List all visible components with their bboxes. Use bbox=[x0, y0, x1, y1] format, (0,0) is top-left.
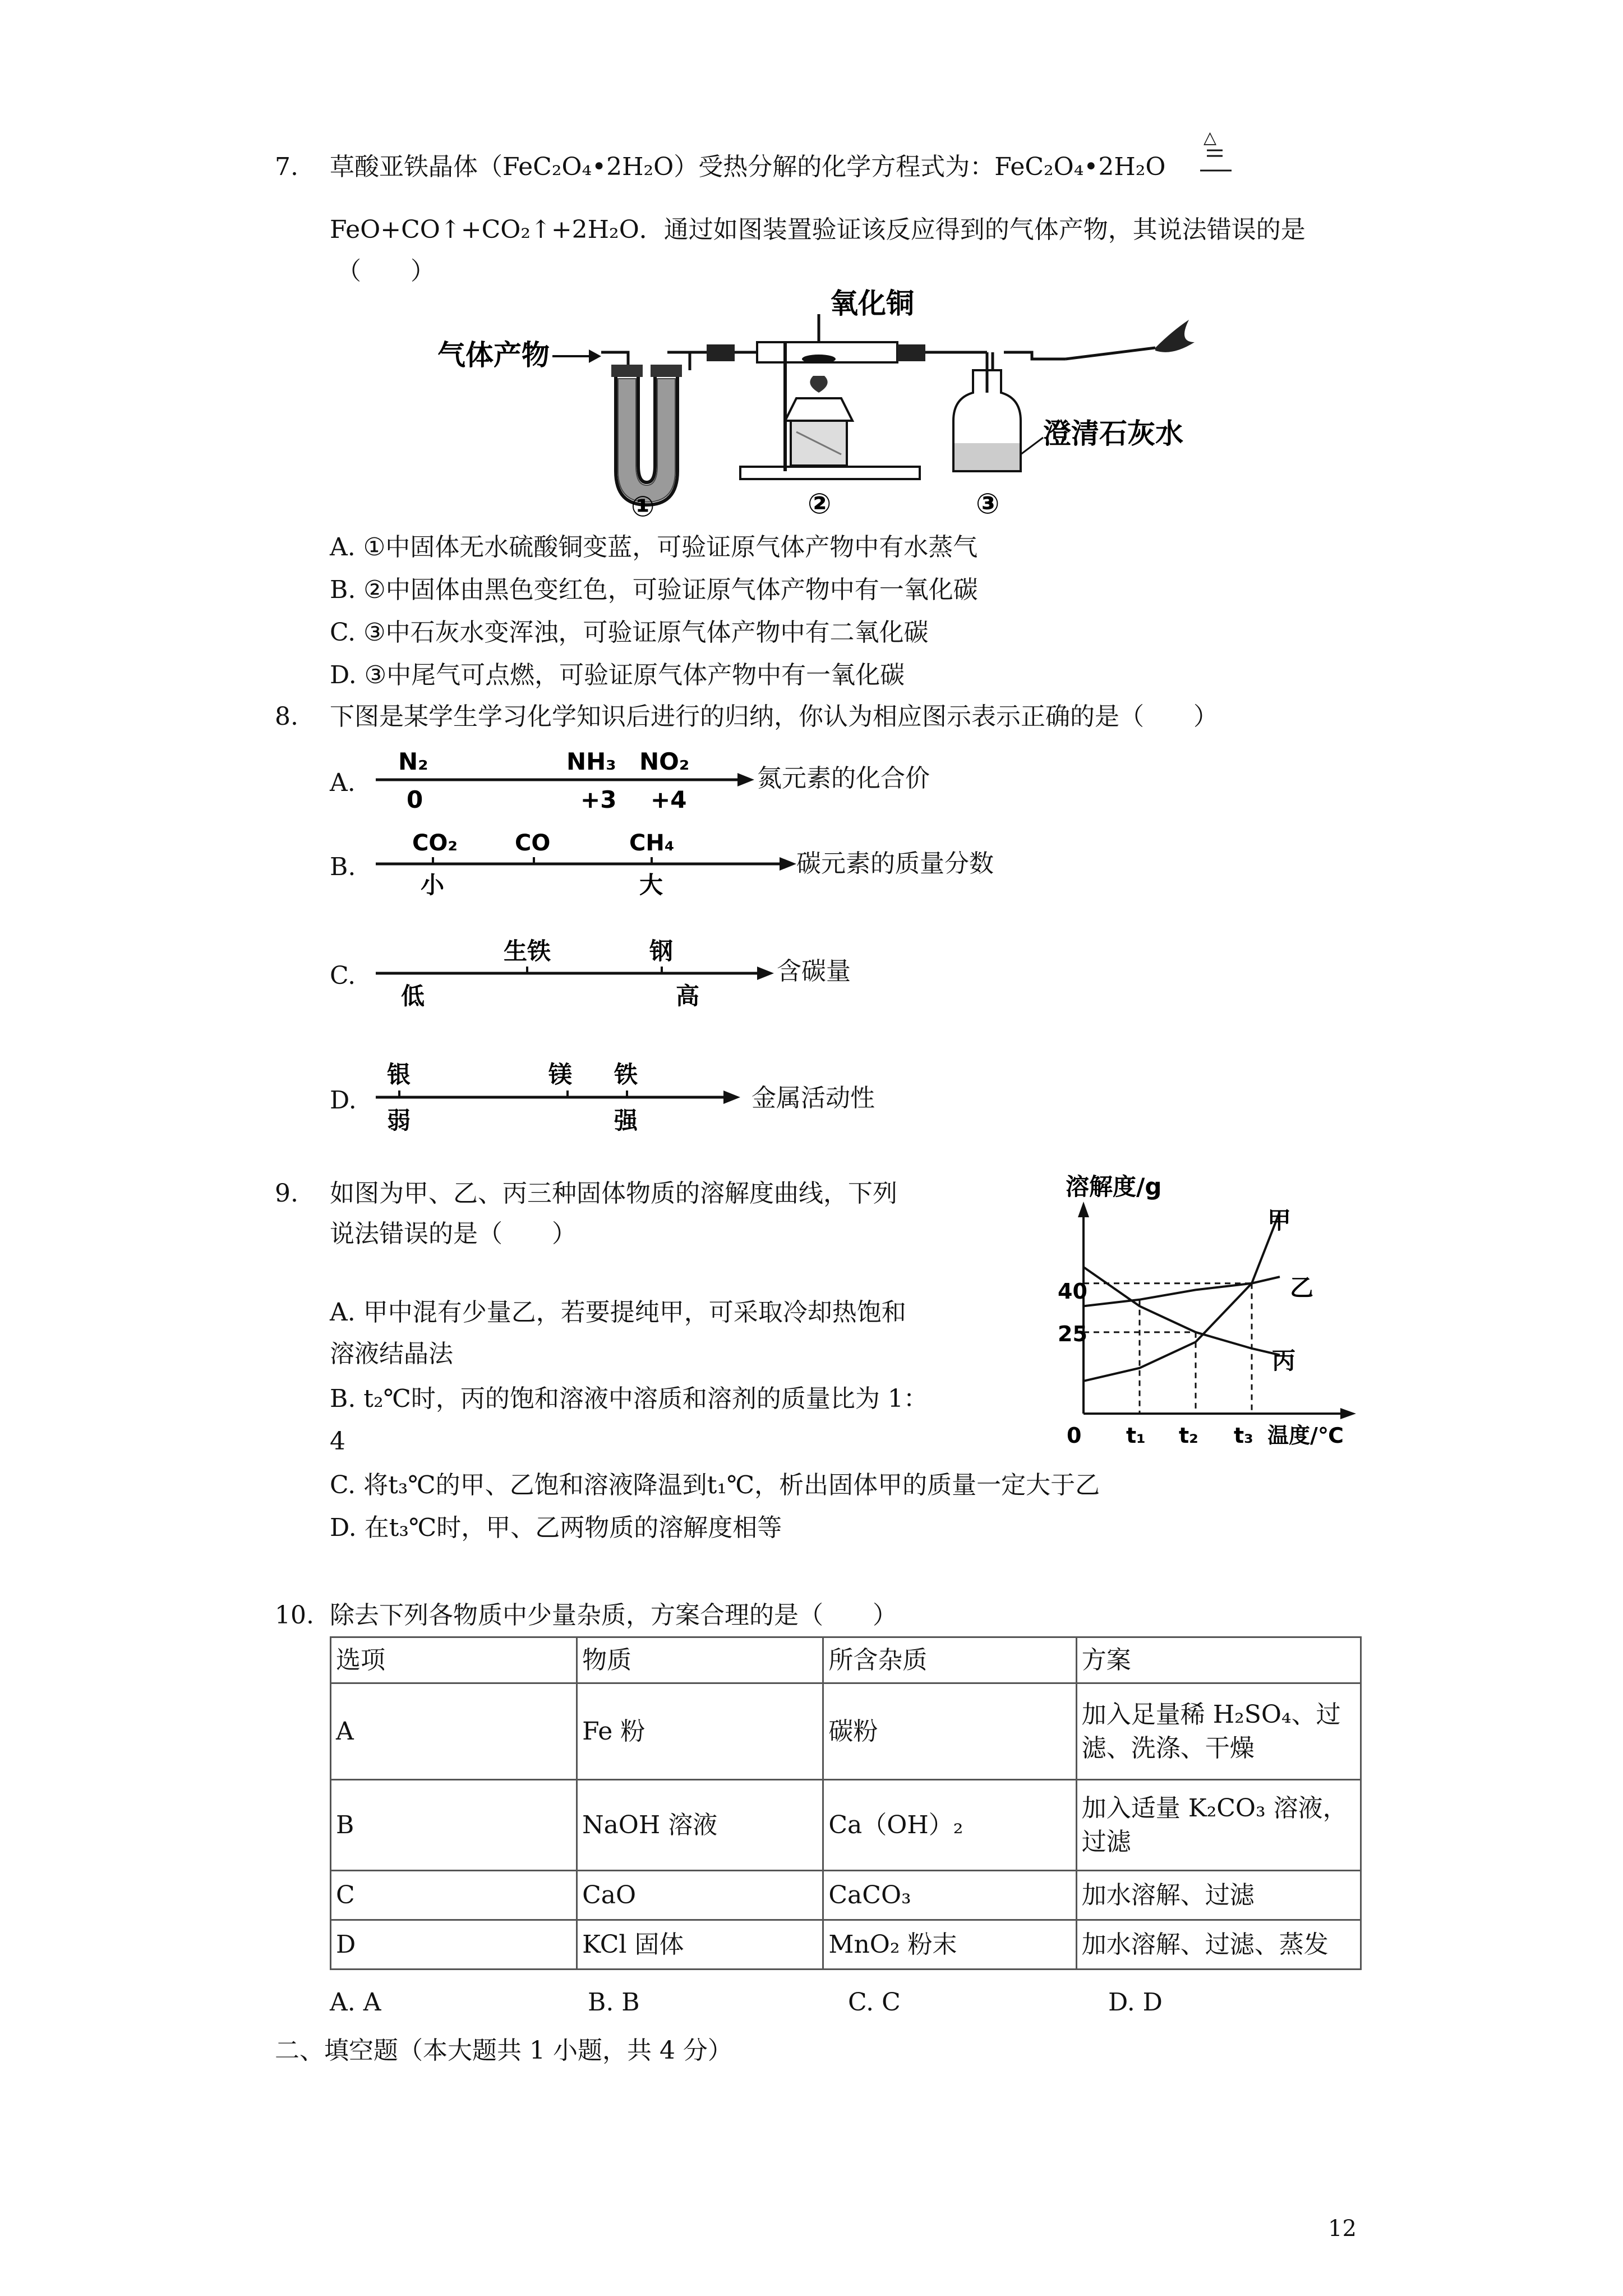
axis-label: NH₃ bbox=[566, 748, 616, 775]
table-cell: 加水溶解、过滤 bbox=[1076, 1871, 1361, 1920]
q8-stem: 下图是某学生学习化学知识后进行的归纳，你认为相应图示表示正确的是（ ） bbox=[330, 702, 1218, 731]
q10-option-d: D. D bbox=[1108, 1988, 1163, 2017]
axis-label: 强 bbox=[614, 1107, 638, 1134]
table-cell: MnO₂ 粉末 bbox=[823, 1920, 1076, 1970]
q9-number: 9. bbox=[275, 1179, 298, 1208]
y-tick-25: 25 bbox=[1058, 1322, 1087, 1346]
q9-stem-line2: 说法错误的是（ ） bbox=[330, 1220, 577, 1248]
q8-option-a-label: 氮元素的化合价 bbox=[757, 764, 930, 793]
cuo-label: 氧化铜 bbox=[830, 287, 914, 320]
q7-stem-line1: 草酸亚铁晶体（FeC₂O₄•2H₂O）受热分解的化学方程式为：FeC₂O₄•2H₂O bbox=[330, 153, 1166, 181]
axis-label: 弱 bbox=[387, 1107, 411, 1134]
axis-label: +3 bbox=[580, 786, 617, 813]
table-cell: 加入适量 K₂CO₃ 溶液，过滤 bbox=[1076, 1780, 1361, 1871]
series-line-0 bbox=[1083, 1212, 1280, 1381]
axis-label: 0 bbox=[407, 786, 423, 813]
series-line-2 bbox=[1083, 1267, 1280, 1355]
q8-option-c-label: 含碳量 bbox=[777, 957, 851, 986]
axis-label: CO bbox=[515, 830, 551, 856]
q10-number: 10. bbox=[275, 1601, 314, 1630]
q8-option-a-letter: A. bbox=[330, 769, 356, 797]
table-cell: CaO bbox=[577, 1871, 823, 1920]
series-line-1 bbox=[1083, 1277, 1280, 1306]
table-header-row bbox=[331, 1637, 1361, 1683]
table-row bbox=[331, 1920, 1361, 1970]
table-cell: Fe 粉 bbox=[577, 1683, 823, 1780]
q9-option-b-line2: 4 bbox=[330, 1427, 345, 1456]
series-label-yi: 乙 bbox=[1290, 1274, 1314, 1301]
q10-stem: 除去下列各物质中少量杂质，方案合理的是（ ） bbox=[330, 1601, 897, 1630]
q10-option-c: C. C bbox=[848, 1988, 901, 2017]
axis-label: 生铁 bbox=[504, 937, 551, 965]
solubility-chart bbox=[1032, 1167, 1368, 1458]
q8-option-b-letter: B. bbox=[330, 853, 356, 881]
table-header: 方案 bbox=[1076, 1637, 1361, 1683]
gas-product-label: 气体产物 bbox=[437, 339, 550, 371]
series-label-jia: 甲 bbox=[1267, 1207, 1292, 1234]
x-origin: 0 bbox=[1067, 1423, 1082, 1448]
table-cell: 加水溶解、过滤、蒸发 bbox=[1076, 1920, 1361, 1970]
q9-option-d: D. 在t₃℃时，甲、乙两物质的溶解度相等 bbox=[330, 1513, 782, 1542]
axis-label: 银 bbox=[387, 1061, 411, 1088]
q7-option-b: B. ②中固体由黑色变红色，可验证原气体产物中有一氧化碳 bbox=[330, 576, 978, 604]
u-tube bbox=[601, 352, 690, 505]
y-axis-arrow bbox=[1078, 1202, 1089, 1217]
page-number: 12 bbox=[1328, 2216, 1357, 2242]
label-1: ① bbox=[631, 490, 655, 522]
table-row bbox=[331, 1683, 1361, 1780]
q8-option-a-axis bbox=[370, 740, 763, 819]
q7-option-a: A. ①中固体无水硫酸铜变蓝，可验证原气体产物中有水蒸气 bbox=[330, 533, 978, 562]
x-tick-t3: t₃ bbox=[1234, 1423, 1253, 1448]
table-header: 选项 bbox=[331, 1637, 577, 1683]
section-heading: 二、填空题（本大题共 1 小题，共 4 分） bbox=[275, 2036, 732, 2065]
q7-apparatus-figure bbox=[426, 286, 1211, 522]
table-cell: CaCO₃ bbox=[823, 1871, 1076, 1920]
q10-table bbox=[330, 1636, 1362, 1970]
q8-option-d-letter: D. bbox=[330, 1086, 357, 1115]
axis-label: 低 bbox=[401, 982, 425, 1010]
axis-label: 钢 bbox=[649, 937, 674, 965]
table-cell: Ca（OH）₂ bbox=[823, 1780, 1076, 1871]
table-header: 物质 bbox=[577, 1637, 823, 1683]
q7-stem-line2: FeO+CO↑+CO₂↑+2H₂O．通过如图装置验证该反应得到的气体产物，其说法错误的是 bbox=[330, 215, 1306, 244]
q9-stem-line1: 如图为甲、乙、丙三种固体物质的溶解度曲线，下列 bbox=[330, 1179, 897, 1208]
axis-label: 大 bbox=[639, 871, 663, 899]
table-cell: D bbox=[331, 1920, 577, 1970]
axis-label: 铁 bbox=[614, 1061, 638, 1088]
y-tick-40: 40 bbox=[1058, 1279, 1087, 1304]
table-cell: KCl 固体 bbox=[577, 1920, 823, 1970]
q8-option-b-label: 碳元素的质量分数 bbox=[796, 849, 994, 878]
limewater-label: 澄清石灰水 bbox=[1043, 417, 1183, 450]
label-2: ② bbox=[808, 487, 832, 520]
chart-xlabel: 温度/℃ bbox=[1267, 1423, 1344, 1448]
table-row bbox=[331, 1871, 1361, 1920]
label-3: ③ bbox=[976, 487, 1000, 520]
series-label-bing: 丙 bbox=[1272, 1347, 1296, 1374]
axis-label: 小 bbox=[421, 871, 445, 899]
x-axis-arrow bbox=[1340, 1408, 1356, 1419]
axis-label: +4 bbox=[651, 786, 687, 813]
table-cell: 碳粉 bbox=[823, 1683, 1076, 1780]
q8-option-d-axis bbox=[370, 1055, 740, 1139]
q7-number: 7. bbox=[275, 153, 298, 181]
axis-label: NO₂ bbox=[639, 748, 690, 775]
axis-label: CH₄ bbox=[629, 830, 675, 856]
chart-ylabel: 溶解度/g bbox=[1066, 1173, 1162, 1200]
series-lines bbox=[1083, 1212, 1280, 1381]
axis-label: N₂ bbox=[398, 748, 428, 775]
q8-option-d-label: 金属活动性 bbox=[751, 1084, 875, 1112]
q8-number: 8. bbox=[275, 702, 298, 731]
q7-answer-blank: （ ） bbox=[336, 257, 435, 286]
table-row bbox=[331, 1780, 1361, 1871]
q8-option-b-axis bbox=[370, 822, 796, 907]
axis-label: 高 bbox=[676, 982, 700, 1010]
q9-option-b-line1: B. t₂℃时，丙的饱和溶液中溶质和溶剂的质量比为 1： bbox=[330, 1384, 928, 1413]
x-tick-t1: t₁ bbox=[1126, 1423, 1146, 1448]
table-cell: NaOH 溶液 bbox=[577, 1780, 823, 1871]
table-cell: C bbox=[331, 1871, 577, 1920]
table-cell: B bbox=[331, 1780, 577, 1871]
q9-option-a-line1: A. 甲中混有少量乙，若要提纯甲，可采取冷却热饱和 bbox=[330, 1298, 906, 1327]
q7-option-d: D. ③中尾气可点燃，可验证原气体产物中有一氧化碳 bbox=[330, 661, 905, 689]
x-tick-t2: t₂ bbox=[1179, 1423, 1198, 1448]
q9-option-a-line2: 溶液结晶法 bbox=[330, 1340, 453, 1368]
q10-option-b: B. B bbox=[588, 1988, 640, 2017]
table-header: 所含杂质 bbox=[823, 1637, 1076, 1683]
table-cell: 加入足量稀 H₂SO₄、过滤、洗涤、干燥 bbox=[1076, 1683, 1361, 1780]
q8-option-c-axis bbox=[370, 931, 774, 1015]
axis-label: 镁 bbox=[548, 1061, 573, 1088]
q8-option-c-letter: C. bbox=[330, 961, 356, 990]
q9-option-c: C. 将t₃℃的甲、乙饱和溶液降温到t₁℃，析出固体甲的质量一定大于乙 bbox=[330, 1471, 1100, 1499]
q10-option-a: A. A bbox=[330, 1988, 381, 2017]
q7-equals-sign bbox=[1200, 147, 1232, 175]
axis-label: CO₂ bbox=[412, 830, 458, 856]
table-cell: A bbox=[331, 1683, 577, 1780]
q7-option-c: C. ③中石灰水变浑浊，可验证原气体产物中有二氧化碳 bbox=[330, 618, 929, 647]
q7-condition-heat: △ bbox=[1204, 128, 1217, 148]
